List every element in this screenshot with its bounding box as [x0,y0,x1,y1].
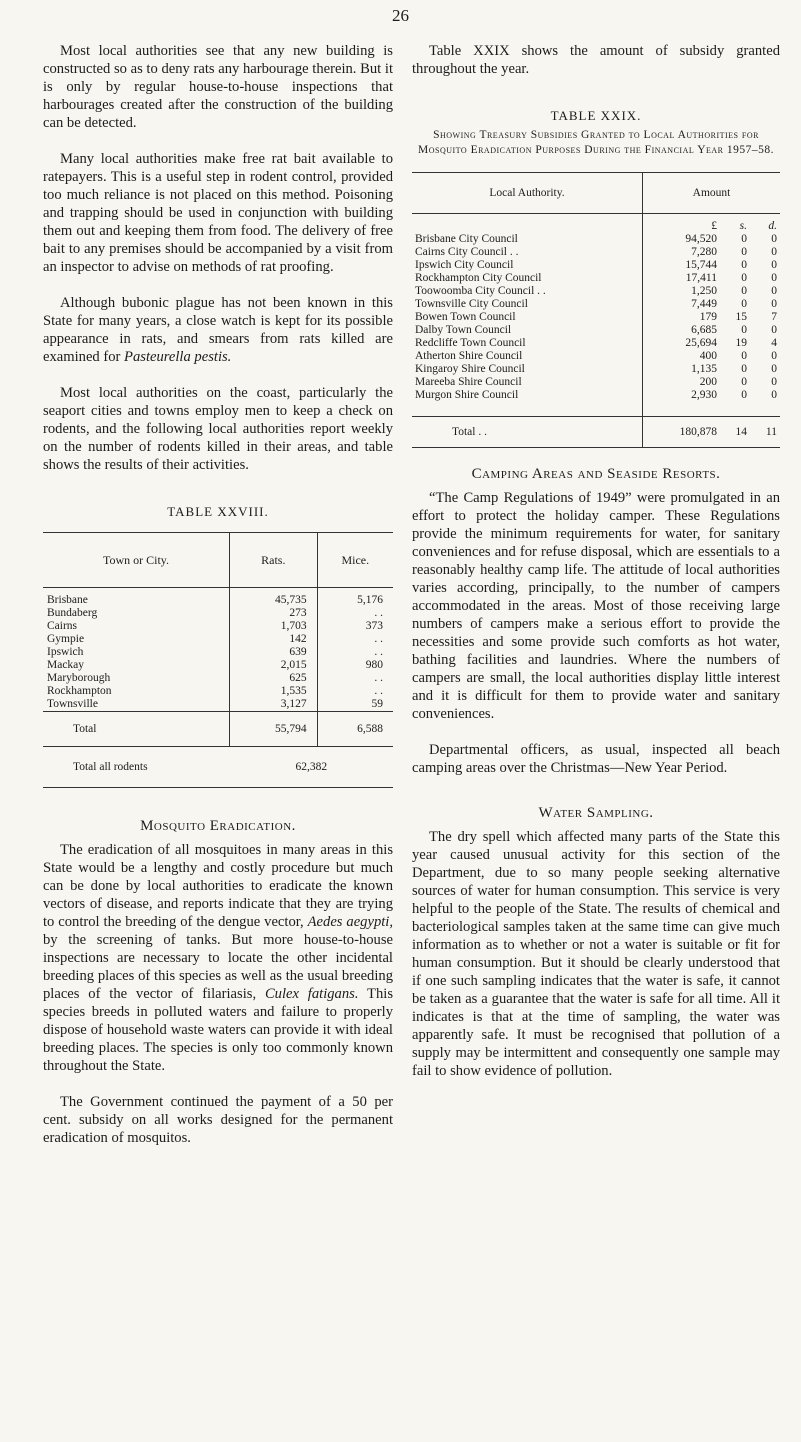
row-shillings: 0 [741,389,747,401]
row-rats: 1,703 [230,620,318,633]
row-pounds: 17,411 [685,272,717,284]
col-header-rats: Rats. [230,533,318,588]
row-authority: Mareeba Shire Council [412,376,643,389]
table-row [43,646,393,659]
row-shillings: 0 [741,246,747,258]
table-row [412,311,780,324]
row-pence: 0 [771,363,777,375]
row-pounds: 179 [699,311,717,323]
rodent-table [43,532,393,788]
row-mice: . . [374,685,383,697]
row-pounds: 7,449 [691,298,717,310]
table-row [412,389,780,402]
paragraph-water-sampling: The dry spell which affected many parts of the State this year caused unusual activity for this section of the Department, due to so many people seeking alternative sources of water for human consumption. This service is very helpful to the people of the State. The results of chemical and bacteriological samples taken at the same time can give much information as to whether or not a water is suitable or fit for human consumption. But it should be clearly understood that if one such sampling indicates that the water is safe, it cannot be taken as a guarantee that the water is safe for all time. All it indicates is that at the time of sampling, the water was apparently safe. It must be recognised that pollution of a supply may be intermittent and consequently one sample may fail to show evidence of pollution. [412,829,780,1079]
row-pence: 0 [771,298,777,310]
total-label: Total [43,712,230,747]
paragraph-beach-inspection: Departmental officers, as usual, inspected all beach camping areas over the Christmas—New Year Period. [412,742,780,776]
row-rats: 45,735 [230,588,318,608]
table-row [412,259,780,272]
row-shillings: 0 [741,259,747,271]
row-shillings: 19 [735,337,747,349]
table-row [43,633,393,646]
table29-caption: Showing Treasury Subsidies Granted to Local Authorities for Mosquito Eradication Purposes During the Financial Year 1957–58. [418,129,774,156]
row-shillings: 0 [741,298,747,310]
row-pence: 0 [771,246,777,258]
row-pounds: 200 [699,376,717,388]
paragraph-building-construction: Most local authorities see that any new building is constructed so as to deny rats any harbourage therein. But it is only by regular house-to-house inspections that harbourages created after the construction of the building can be detected. [43,43,393,131]
row-shillings: 0 [741,272,747,284]
table-row [412,363,780,376]
table-row [412,324,780,337]
row-shillings: 0 [741,324,747,336]
row-mice: 5,176 [357,594,383,606]
paragraph-bubonic-plague [43,294,393,366]
row-authority: Townsville City Council [412,298,643,311]
row-shillings: 15 [735,311,747,323]
table-row [412,285,780,298]
row-pence: 0 [771,259,777,271]
row-pence: 0 [771,285,777,297]
row-pounds: 7,280 [691,246,717,258]
row-pounds: 15,744 [685,259,717,271]
paragraph-coastal-rodent-control: Most local authorities on the coast, particularly the seaport cities and towns employ men to keep a check on rodents, and the following local authorities report weekly on the number of rodents killed in their areas, and table shows the results of their activities. [43,385,393,473]
paragraph-table29-intro: Table XXIX shows the amount of subsidy granted throughout the year. [412,43,780,77]
total-all-value: 62,382 [230,747,394,788]
row-shillings: 0 [741,376,747,388]
row-authority: Atherton Shire Council [412,350,643,363]
row-rats: 3,127 [230,698,318,712]
table-row [412,246,780,259]
right-column [412,42,780,1098]
species-culex: Culex fatigans. [264,986,359,1002]
left-column [43,42,393,1165]
paragraph-subsidy: The Government continued the payment of a 50 per cent. subsidy on all works designed for the permanent eradication of mosquitos. [43,1094,393,1146]
row-pounds: 6,685 [691,324,717,336]
row-pounds: 25,694 [685,337,717,349]
table-row [412,376,780,389]
table-row [43,659,393,672]
table-row [412,233,780,246]
row-authority: Dalby Town Council [412,324,643,337]
subsidy-total-pounds: 180,878 [643,417,721,448]
row-town: Bundaberg [43,607,230,620]
table-row [43,607,393,620]
row-shillings: 0 [741,233,747,245]
subsidy-total-label: Total . . [412,417,643,448]
row-mice: . . [374,633,383,645]
row-town: Townsville [43,698,230,712]
table-row [412,272,780,285]
row-town: Rockhampton [43,685,230,698]
unit-pence: d. [768,220,777,232]
subsidy-table [412,172,780,448]
row-shillings: 0 [741,363,747,375]
row-pence: 0 [771,350,777,362]
row-authority: Toowoomba City Council . . [412,285,643,298]
row-rats: 142 [230,633,318,646]
paragraph-rat-bait: Many local authorities make free rat bait available to ratepayers. This is a useful step in rodent control, provided too much reliance is not placed on this method. Poisoning and trapping should be used in conjunction with building them out and keeping them from food. The delivery of free bait to any premises should be accompanied by a visit from an inspector to advise on methods of rat proofing. [43,151,393,275]
row-mice: . . [374,646,383,658]
row-pence: 0 [771,233,777,245]
subsidy-total-shillings: 14 [720,417,750,448]
row-authority: Ipswich City Council [412,259,643,272]
row-authority: Murgon Shire Council [412,389,643,402]
mosquito-heading: Mosquito Eradication. [140,818,296,834]
row-town: Ipswich [43,646,230,659]
row-authority: Kingaroy Shire Council [412,363,643,376]
plague-text: Although bubonic plague has not been known in this State for many years, a close watch is kept for its possible appearance in rats, and smears from rats killed are examined for [43,295,393,365]
row-authority: Brisbane City Council [412,233,643,246]
total-all-label: Total all rodents [43,747,230,788]
row-mice: . . [374,607,383,619]
col-header-town: Town or City. [43,533,230,588]
species-pasteurella: Pasteurella pestis. [124,349,232,365]
row-town: Brisbane [43,588,230,608]
col-header-authority: Local Authority. [412,173,643,214]
row-rats: 639 [230,646,318,659]
table-row [412,350,780,363]
mosquito-text-c: This species breeds in polluted waters and failure to properly dispose of household waste waters can provide it with ideal breeding places. The species is only too commonly known throughout the State. [43,986,393,1074]
row-mice: 59 [371,698,383,710]
row-pence: 7 [771,311,777,323]
row-pence: 0 [771,324,777,336]
paragraph-mosquito-eradication [43,841,393,1075]
row-rats: 2,015 [230,659,318,672]
row-authority: Bowen Town Council [412,311,643,324]
unit-pounds: £ [711,220,717,232]
row-authority: Rockhampton City Council [412,272,643,285]
row-mice: 980 [365,659,383,671]
row-town: Mackay [43,659,230,672]
row-rats: 1,535 [230,685,318,698]
table28-title: TABLE XXVIII. [167,504,269,519]
table-row [43,672,393,685]
table-row [43,588,393,608]
row-pence: 0 [771,272,777,284]
col-header-mice: Mice. [317,533,393,588]
col-header-amount: Amount [643,173,781,214]
row-town: Gympie [43,633,230,646]
mosquito-text-a: The eradication of all mosquitoes in many areas in this State would be a lengthy and costly procedure but much can be done by local authorities to eradicate the known vectors of disease, and reports indicate that they are trying to control the breeding of the dengue vector, [43,842,393,930]
table-row [43,620,393,633]
species-aedes: Aedes aegypti, [307,914,393,930]
total-rats: 55,794 [230,712,318,747]
table-row [412,337,780,350]
row-town: Cairns [43,620,230,633]
page-number: 26 [392,6,409,25]
row-rats: 273 [230,607,318,620]
row-mice: 373 [365,620,383,632]
table29-title: TABLE XXIX. [550,108,642,123]
row-mice: . . [374,672,383,684]
water-sampling-heading: Water Sampling. [538,805,654,821]
table-row [43,685,393,698]
paragraph-camp-regulations: “The Camp Regulations of 1949” were promulgated in an effort to protect the holiday camper. These Regulations provide the minimum requirements for water, for sanitary conveniences and for refuse disposal, which are essentials to a reasonably healthy camp life. The attitude of local authorities varies according, principally, to the number of campers accommodated in the areas. Most of those receiving large numbers of campers make a serious effort to provide the necessities and some provide such comforts as hot water, bathing facilities and laundries. Where the numbers of campers are small, the local authorities display little interest and it is difficult for them to provide water and sanitary conveniences. [412,490,780,722]
row-pounds: 94,520 [685,233,717,245]
table-row [43,698,393,712]
row-pence: 0 [771,389,777,401]
row-pence: 0 [771,376,777,388]
row-authority: Redcliffe Town Council [412,337,643,350]
row-pence: 4 [771,337,777,349]
row-town: Maryborough [43,672,230,685]
unit-shillings: s. [739,220,747,232]
row-pounds: 1,135 [691,363,717,375]
row-authority: Cairns City Council . . [412,246,643,259]
row-pounds: 1,250 [691,285,717,297]
row-pounds: 2,930 [691,389,717,401]
mosquito-text-b: by the screening of tanks. But more house-to-house inspections are necessary to locate the other incidental breeding places of this species as well as the usual breeding places of the vector of filariasis, [43,932,393,1002]
row-shillings: 0 [741,350,747,362]
total-mice: 6,588 [317,712,393,747]
row-rats: 625 [230,672,318,685]
subsidy-total-pence: 11 [750,417,780,448]
table-row [412,298,780,311]
row-pounds: 400 [699,350,717,362]
camping-heading: Camping Areas and Seaside Resorts. [471,466,721,482]
row-shillings: 0 [741,285,747,297]
